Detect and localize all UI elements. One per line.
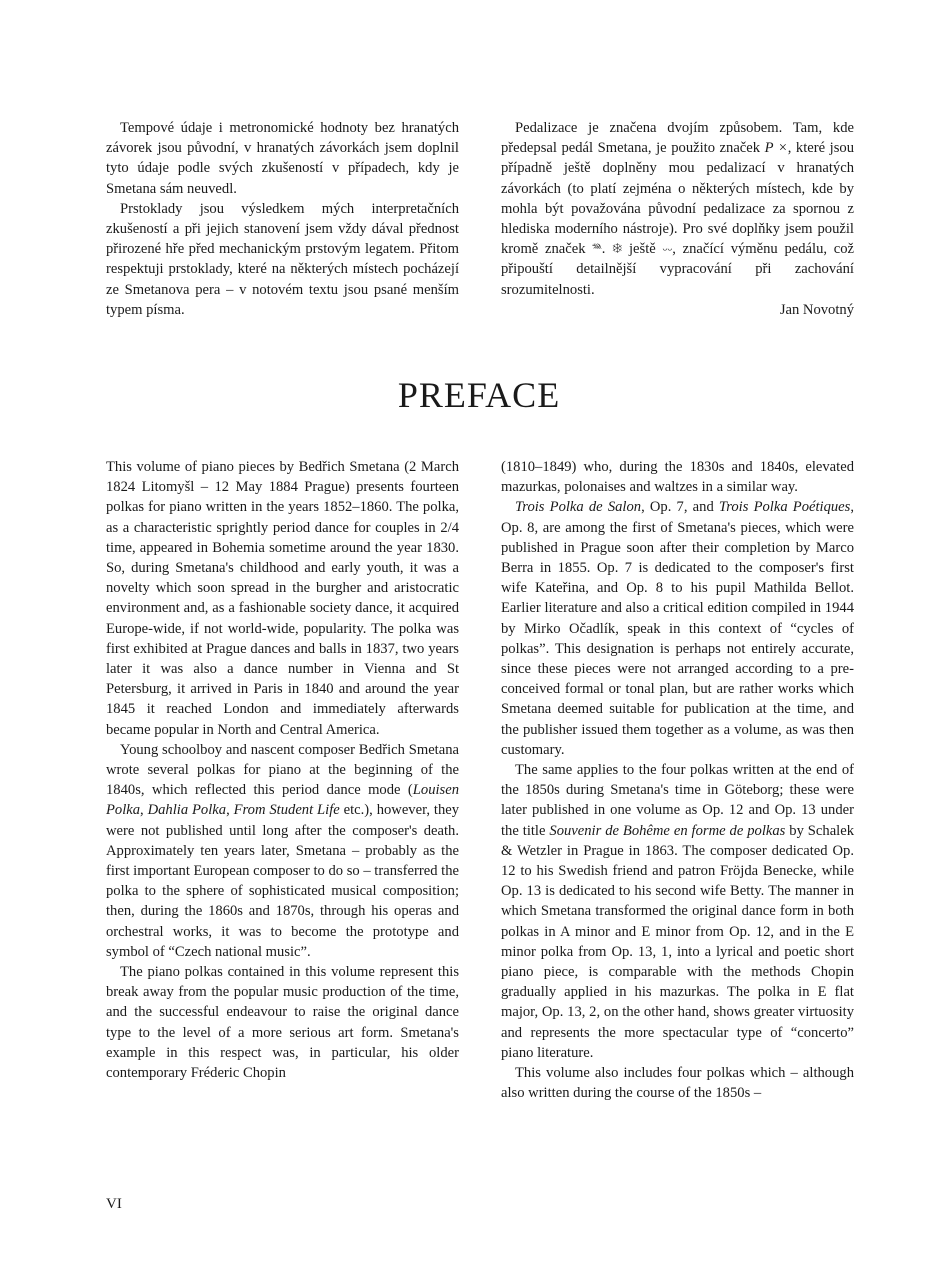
preface-left-column (106, 457, 459, 1083)
ped-symbol: 𝆮. ❄ (592, 241, 623, 258)
czech-paragraph: Prstoklady jsou výsledkem mých interpretačních zkušeností a při jejich stanovení jsem vždy dával přednost přirozené hře před mechanickým prstovým legatem. Přitom respektuji prstoklady, které na některých místech pocházejí ze Smetanova pera – v notovém textu jsou psané menším typem písma. (106, 200, 459, 318)
czech-paragraph: Tempové údaje i metronomické hodnoty bez hranatých závorek jsou původní, v hranatých závorkách jsem doplnil tyto údaje podle svých zkušeností v případech, kdy je Smetana sám neuvedl. (106, 120, 459, 197)
work-title: Souvenir de Bohême en forme de polkas (549, 822, 786, 839)
czech-notes-left-column (106, 118, 459, 320)
preface-paragraph: This volume of piano pieces by Bedřich Smetana (2 March 1824 Litomyšl – 12 May 1884 Prague) presents fourteen polkas for piano written in the years 1852–1860. The polka, as a characteristic sprightly period dance for couples in 2/4 time, appeared in Bohemia sometime around the year 1830. So, during Smetana's childhood and early youth, it was a novelty which soon spread in the burgher and aristocratic environment and, as a fashionable society dance, it acquired Europe-wide, if not world-wide, popularity. The polka was first exhibited at Prague dances and balls in 1837, two years later it was also a dance number in Vienna and St Petersburg, it arrived in Paris in 1840 and around the year 1845 it reached London and immediately afterwards became popular in North and Central America. (106, 459, 459, 738)
czech-notes-right-column (501, 118, 854, 320)
page-number: VI (106, 1196, 122, 1212)
preface-paragraph: (1810–1849) who, during the 1830s and 1840s, elevated mazurkas, polonaises and waltzes in a similar way. (501, 459, 854, 496)
work-title: Louisen Polka (106, 782, 459, 819)
preface-paragraph: The same applies to the four polkas written at the end of the 1850s during Smetana's time in Göteborg; these were later published in one volume as Op. 12 and Op. 13 under the title Souvenir de Bohême en forme de polkas by Schalek & Wetzler in Prague in 1863. The composer dedicated Op. 12 to his Swedish friend and patron Fröjda Benecke, while Op. 13 is dedicated to his second wife Betty. The manner in which Smetana transformed the original dance form in both polkas in A minor and E minor from Op. 12, and in the E minor polka from Op. 13, 1, into a lyrical and poetic short piano piece, is comparable with the methods Chopin gradually applied in his mazurkas. The polka in E flat major, Op. 13, 2, on the other hand, shows greater virtuosity and represents the more spectacular type of “concerto” piano literature. (501, 762, 854, 1061)
work-title: Trois Polka de Salon (515, 499, 642, 516)
preface-paragraph: This volume also includes four polkas which – although also written during the course of the 1850s – (501, 1065, 854, 1102)
signature: Jan Novotný (779, 301, 854, 318)
work-title: Trois Polka Poétiques (718, 499, 851, 516)
work-title: From Student Life (233, 802, 340, 819)
preface-paragraph: The piano polkas contained in this volume represent this break away from the popular music production of the time, and the successful endeavour to raise the original dance type to the level of a more serious art form. Smetana's example in this respect was, in particular, his older contemporary Fréderic Chopin (106, 964, 459, 1082)
pedal-paragraph: Pedalizace je značena dvojím způsobem. Tam, kde předepsal pedál Smetana, je použito značek P ×, které jsou případně ještě doplněny mou pedalizací v hranatých závorkách (to platí zejména o některých místech, kde by mohla být považována původní pedalizace za spornou z hlediska moderního nástroje). Pro své doplňky jsem použil kromě značek 𝆮. ❄ ještě ⏑⏑, značící výměnu pedálu, což připouští detailnější vypracování při zachování srozumitelnosti. (501, 120, 855, 298)
preface-paragraph: Young schoolboy and nascent composer Bedřich Smetana wrote several polkas for piano at the beginning of the 1840s, which reflected this period dance mode (Louisen Polka, Dahlia Polka, From Student Life etc.), however, they were not published until long after the composer's death. Approximately ten years later, Smetana – probably as the first important European composer to do so – transferred the polka to the sphere of sophisticated musical composition; then, during the 1860s and 1870s, through his operas and orchestral works, it was to become the prototype and symbol of “Czech national music”. (106, 741, 460, 960)
page-title: PREFACE (397, 375, 561, 415)
pedal-marks: P × (764, 140, 788, 157)
preface-right-column (501, 457, 854, 1104)
pedal-change-symbol: ⏑⏑ (662, 241, 673, 258)
preface-paragraph: Trois Polka de Salon, Op. 7, and Trois Polka Poétiques, Op. 8, are among the first of Smetana's pieces, which were published in Prague soon after their completion by Marco Berra in 1855. Op. 7 is dedicated to the composer's first wife Kateřina, and Op. 8 to his pupil Mathilda Bellot. Earlier literature and also a critical edition compiled in 1944 by Mirko Očadlík, speak in this context of “cycles of polkas”. This designation is perhaps not entirely accurate, since these pieces were not arranged according to a pre-conceived formal or tonal plan, but are rather works which Smetana deemed suitable for publication at the time, and the publisher issued them together as a volume, as was then customary. (501, 499, 854, 758)
work-title: Dahlia Polka (147, 802, 227, 819)
